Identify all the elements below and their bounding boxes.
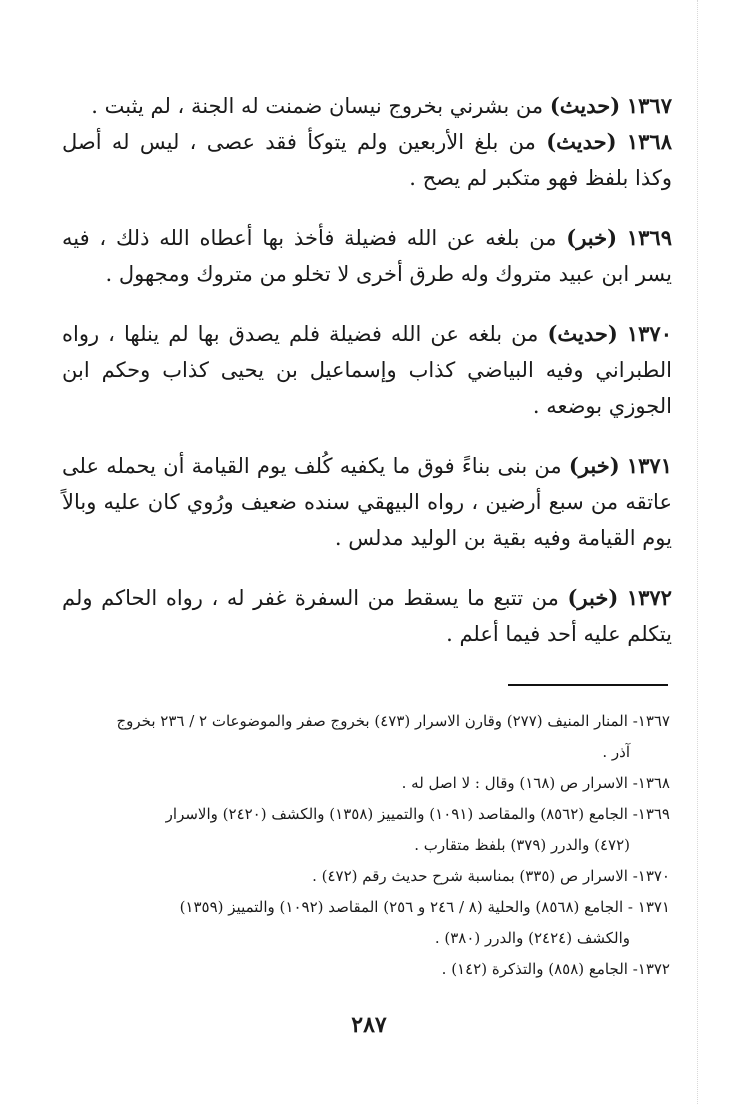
entry-tag: (خبر) (568, 453, 620, 478)
entry-1368 (62, 124, 672, 196)
entry-tag: (حديث) (549, 93, 621, 118)
entry-text: من بنى بناءً فوق ما يكفيه كُلف يوم القيامة أن يحمله على عاتقه من سبع أرضين ، رواه البيهقي سنده ضعيف ورُوي كان عليه وبالاً يوم القيامة وفيه بقية بن الوليد مدلس . (62, 454, 672, 550)
footnote-1371 (112, 892, 670, 954)
entry-number: ١٣٦٩ (626, 225, 672, 250)
footnote-line: ١٣٧٠- الاسرار ص (٣٣٥) بمناسبة شرح حديث رقم (٤٧٢) . (312, 867, 670, 885)
footnote-1372 (112, 954, 670, 985)
entry-tag: (خبر) (567, 585, 619, 610)
footnote-line: ١٣٦٨- الاسرار ص (١٦٨) وقال : لا اصل له . (401, 774, 670, 792)
entry-number: ١٣٧٠ (626, 321, 672, 346)
footnote-continuation: والكشف (٢٤٢٤) والدرر (٣٨٠) . (434, 929, 630, 947)
footnote-1368 (112, 768, 670, 799)
entry-text: من بلغ الأربعين ولم يتوكأ فقد عصى ، ليس له أصل وكذا بلفظ فهو متكبر لم يصح . (62, 130, 672, 190)
entry-text: من بشرني بخروج نيسان ضمنت له الجنة ، لم يثبت . (91, 94, 544, 118)
entry-1369 (62, 220, 672, 292)
entry-1371 (62, 448, 672, 556)
entry-text: من بلغه عن الله فضيلة فلم يصدق بها لم ينلها ، رواه الطبراني وفيه البياضي كذاب وإسماعيل بن يحيى كذاب وحكم ابن الجوزي بوضعه . (62, 322, 672, 418)
footnote-continuation: آذر . (602, 743, 630, 761)
entry-1367 (62, 88, 672, 124)
page-number: ٢٨٧ (351, 1012, 387, 1038)
entry-tag: (خبر) (566, 225, 618, 250)
footnote-line: ١٣٦٩- الجامع (٨٥٦٢) والمقاصد (١٠٩١) والتمييز (١٣٥٨) والكشف (٢٤٢٠) والاسرار (165, 805, 670, 823)
entry-text: من بلغه عن الله فضيلة فأخذ بها أعطاه الله ذلك ، فيه يسر ابن عبيد متروك وله طرق أخرى لا تخلو من متروك ومجهول . (62, 226, 672, 286)
footnote-1369 (112, 799, 670, 861)
footnotes (112, 706, 670, 985)
footnote-line: ١٣٦٧- المنار المنيف (٢٧٧) وقارن الاسرار (٤٧٣) بخروج صفر والموضوعات ٢ / ٢٣٦ بخروج (116, 712, 670, 730)
footnote-1367 (112, 706, 670, 768)
entry-1370 (62, 316, 672, 424)
page-edge-line (697, 0, 698, 1104)
entry-number: ١٣٦٨ (626, 129, 672, 154)
entry-tag: (حديث) (547, 321, 618, 346)
footnote-separator (508, 684, 668, 686)
main-text (62, 88, 672, 652)
entry-tag: (حديث) (546, 129, 617, 154)
footnote-1370 (112, 861, 670, 892)
footnote-line: ١٣٧١ - الجامع (٨٥٦٨) والحلية (٨ / ٢٤٦ و ٢٥٦) المقاصد (١٠٩٢) والتمييز (١٣٥٩) (179, 898, 670, 916)
footnote-line: ١٣٧٢- الجامع (٨٥٨) والتذكرة (١٤٢) . (441, 960, 670, 978)
entry-number: ١٣٧١ (626, 453, 672, 478)
entry-number: ١٣٦٧ (626, 93, 672, 118)
footnote-continuation: (٤٧٢) والدرر (٣٧٩) بلفظ متقارب . (414, 836, 630, 854)
entry-1372 (62, 580, 672, 652)
entry-text: من تتبع ما يسقط من السفرة غفر له ، رواه الحاكم ولم يتكلم عليه أحد فيما أعلم . (62, 586, 672, 646)
entry-number: ١٣٧٢ (626, 585, 672, 610)
